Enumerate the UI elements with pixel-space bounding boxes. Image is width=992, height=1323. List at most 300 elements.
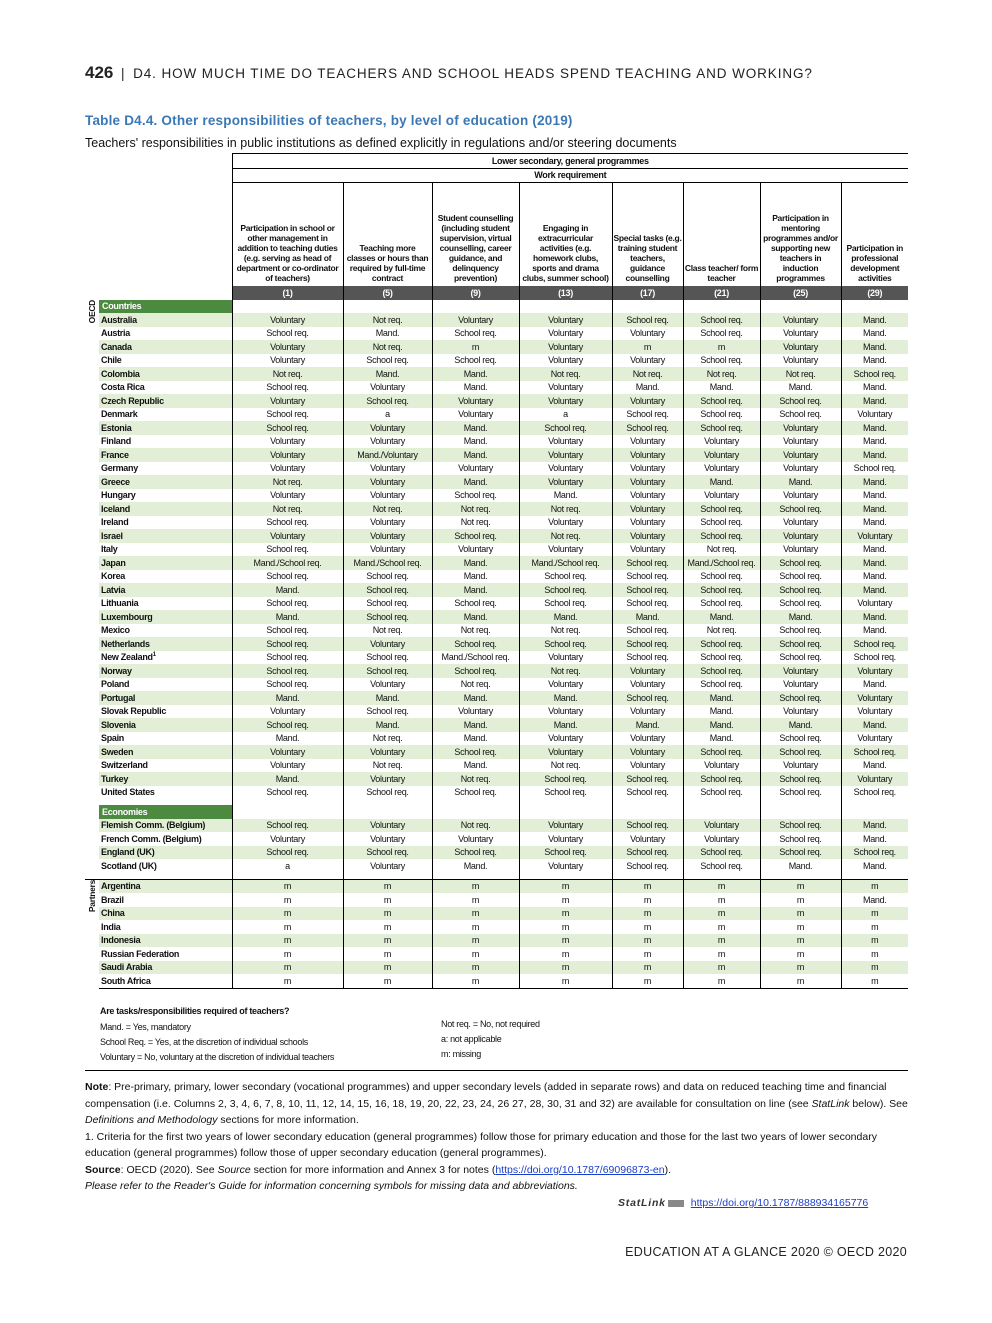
table-cell: Mand. xyxy=(841,381,908,395)
table-cell: Mand. xyxy=(432,367,519,381)
column-number: (1) xyxy=(232,286,343,300)
row-name xyxy=(99,961,232,975)
row-name-text: Hungary xyxy=(101,490,136,501)
table-cell: Voluntary xyxy=(612,475,683,489)
row-name-text: Japan xyxy=(101,557,126,568)
table-cell: Voluntary xyxy=(612,502,683,516)
table-cell: Voluntary xyxy=(683,832,760,846)
table-cell: School req. xyxy=(683,678,760,692)
table-cell: Voluntary xyxy=(760,759,841,773)
row-name xyxy=(99,759,232,773)
table-cell: School req. xyxy=(612,583,683,597)
legend-school-req: School Req. = Yes, at the discretion of individual schools xyxy=(100,1037,308,1047)
row-name xyxy=(99,489,232,503)
table-row xyxy=(85,934,908,948)
table-cell: School req. xyxy=(760,637,841,651)
table-cell: Voluntary xyxy=(343,529,432,543)
table-cell: Voluntary xyxy=(232,394,343,408)
table-cell: School req. xyxy=(232,846,343,860)
column-number: (9) xyxy=(432,286,519,300)
table-cell: Mand. xyxy=(612,610,683,624)
table-cell: m xyxy=(683,879,760,893)
row-name-text: Chile xyxy=(101,355,122,366)
table-cell: a xyxy=(343,408,432,422)
row-name-text: New Zealand xyxy=(101,652,153,663)
row-name xyxy=(99,313,232,327)
table-cell: m xyxy=(760,961,841,975)
table-cell: Voluntary xyxy=(760,516,841,530)
table-cell: m xyxy=(612,934,683,948)
note-definitions: Definitions and Methodology xyxy=(85,1114,218,1126)
note-paragraph xyxy=(85,1079,908,1129)
table-cell: Voluntary xyxy=(841,772,908,786)
table-cell: m xyxy=(683,340,760,354)
economies-section-row xyxy=(85,805,908,819)
table-cell: Mand. xyxy=(519,691,612,705)
table-cell: School req. xyxy=(612,846,683,860)
table-cell: School req. xyxy=(760,846,841,860)
legend-missing: m: missing xyxy=(441,1049,482,1059)
row-name-text: Brazil xyxy=(101,894,124,905)
empty-cell xyxy=(683,805,760,819)
table-cell: School req. xyxy=(683,651,760,665)
source-link[interactable]: https://doi.org/10.1787/69096873-en xyxy=(495,1163,665,1176)
empty-cell xyxy=(519,805,612,819)
table-cell: Voluntary xyxy=(519,832,612,846)
readers-guide-note xyxy=(85,1178,908,1195)
table-cell: Not req. xyxy=(683,543,760,557)
table-cell: School req. xyxy=(519,597,612,611)
table-cell: Voluntary xyxy=(683,759,760,773)
table-cell: School req. xyxy=(432,327,519,341)
table-cell: School req. xyxy=(519,772,612,786)
table-cell: Voluntary xyxy=(343,462,432,476)
table-cell: Mand./School req. xyxy=(683,556,760,570)
table-cell: m xyxy=(760,893,841,907)
row-name xyxy=(99,947,232,961)
table-row xyxy=(85,651,908,665)
table-cell: School req. xyxy=(432,846,519,860)
source-text-3: ). xyxy=(664,1163,672,1176)
table-cell: m xyxy=(760,934,841,948)
table-row xyxy=(85,462,908,476)
row-name-text: Luxembourg xyxy=(101,611,153,622)
table-cell: School req. xyxy=(432,745,519,759)
table-cell: Voluntary xyxy=(612,354,683,368)
table-cell: Mand. xyxy=(683,705,760,719)
empty-cell xyxy=(232,300,343,314)
column-header: Teaching more classes or hours than required by full-time contract xyxy=(343,183,432,287)
table-cell: Voluntary xyxy=(760,354,841,368)
table-cell: m xyxy=(519,920,612,934)
table-row xyxy=(85,381,908,395)
row-name-text: Poland xyxy=(101,679,130,690)
table-cell: Voluntary xyxy=(519,435,612,449)
table-cell: Mand. xyxy=(432,759,519,773)
table-cell: m xyxy=(343,961,432,975)
empty-cell xyxy=(343,805,432,819)
table-cell: School req. xyxy=(760,832,841,846)
table-cell: m xyxy=(519,934,612,948)
table-cell: Voluntary xyxy=(232,759,343,773)
table-cell: Not req. xyxy=(432,678,519,692)
table-cell: Mand. xyxy=(683,610,760,624)
table-cell: School req. xyxy=(760,502,841,516)
row-name xyxy=(99,340,232,354)
table-cell: m xyxy=(432,920,519,934)
column-number: (21) xyxy=(683,286,760,300)
table-cell: Mand. xyxy=(841,759,908,773)
economies-label: Economies xyxy=(99,805,232,819)
table-row xyxy=(85,394,908,408)
page-number: 426 xyxy=(85,63,114,82)
table-cell: Mand. xyxy=(841,624,908,638)
table-cell: Mand. xyxy=(841,448,908,462)
table-cell: School req. xyxy=(683,859,760,873)
row-name xyxy=(99,664,232,678)
table-cell: Mand. xyxy=(841,570,908,584)
table-cell: Not req. xyxy=(432,516,519,530)
table-row xyxy=(85,435,908,449)
table-cell: School req. xyxy=(683,664,760,678)
row-name-text: Estonia xyxy=(101,422,132,433)
table-cell: School req. xyxy=(760,732,841,746)
table-cell: School req. xyxy=(432,637,519,651)
row-name-text: Switzerland xyxy=(101,760,148,771)
table-cell: School req. xyxy=(232,624,343,638)
row-name-text: Australia xyxy=(101,314,137,325)
table-cell: School req. xyxy=(343,610,432,624)
column-header: Engaging in extracurricular activities (e.g. homework clubs, sports and drama clubs, summer school) xyxy=(519,183,612,287)
table-cell: m xyxy=(519,879,612,893)
table-cell: Voluntary xyxy=(343,475,432,489)
table-cell: m xyxy=(612,879,683,893)
table-cell: Voluntary xyxy=(683,819,760,833)
table-cell: School req. xyxy=(232,421,343,435)
row-name-text: China xyxy=(101,908,125,919)
table-cell: Voluntary xyxy=(760,421,841,435)
source-text: : OECD (2020). See xyxy=(120,1163,218,1176)
row-name xyxy=(99,516,232,530)
table-cell: Mand. xyxy=(841,583,908,597)
table-cell: School req. xyxy=(519,846,612,860)
table-cell: Voluntary xyxy=(841,732,908,746)
row-name xyxy=(99,907,232,921)
table-cell: Voluntary xyxy=(612,543,683,557)
row-name-text: Spain xyxy=(101,733,125,744)
table-cell: Voluntary xyxy=(841,597,908,611)
table-cell: Mand. xyxy=(432,583,519,597)
table-row xyxy=(85,893,908,907)
table-cell: Mand. xyxy=(232,772,343,786)
column-header: Participation in professional development activities xyxy=(841,183,908,287)
table-cell: Not req. xyxy=(519,664,612,678)
table-cell: m xyxy=(612,920,683,934)
table-cell: Mand. xyxy=(841,313,908,327)
row-name xyxy=(99,367,232,381)
table-cell: Voluntary xyxy=(760,543,841,557)
responsibilities-table xyxy=(85,153,908,989)
row-name xyxy=(99,732,232,746)
table-row xyxy=(85,570,908,584)
row-name-text: Canada xyxy=(101,341,132,352)
table-cell: m xyxy=(519,893,612,907)
table-cell: m xyxy=(432,893,519,907)
table-row xyxy=(85,879,908,893)
table-cell: m xyxy=(232,947,343,961)
table-cell: Mand. xyxy=(343,367,432,381)
countries-section-row xyxy=(85,300,908,314)
table-cell: Voluntary xyxy=(232,705,343,719)
table-cell: Voluntary xyxy=(612,327,683,341)
notes-block xyxy=(85,1079,908,1195)
row-name-text: Slovak Republic xyxy=(101,706,167,717)
table-cell: Mand./Voluntary xyxy=(343,448,432,462)
table-cell: m xyxy=(432,879,519,893)
row-name xyxy=(99,920,232,934)
table-cell: Voluntary xyxy=(519,543,612,557)
row-name xyxy=(99,974,232,988)
row-name-text: Korea xyxy=(101,571,126,582)
row-name-text: Czech Republic xyxy=(101,395,164,406)
table-cell: Voluntary xyxy=(612,832,683,846)
row-name-text: France xyxy=(101,449,129,460)
table-cell: Mand. xyxy=(343,691,432,705)
header-blank xyxy=(85,154,232,169)
table-cell: Voluntary xyxy=(519,394,612,408)
source-word: Source xyxy=(217,1163,251,1176)
table-cell: Mand. xyxy=(841,819,908,833)
table-row xyxy=(85,475,908,489)
row-name-text: Colombia xyxy=(101,368,140,379)
table-cell: Mand. xyxy=(841,610,908,624)
row-name-text: Argentina xyxy=(101,881,141,892)
table-cell: School req. xyxy=(232,570,343,584)
empty-cell xyxy=(841,805,908,819)
table-cell: Not req. xyxy=(519,529,612,543)
empty-cell xyxy=(760,300,841,314)
table-cell: School req. xyxy=(612,624,683,638)
table-cell: Voluntary xyxy=(343,489,432,503)
table-cell: School req. xyxy=(612,570,683,584)
header-separator: | xyxy=(121,66,126,81)
table-cell: Mand. xyxy=(432,691,519,705)
table-cell: School req. xyxy=(683,327,760,341)
table-cell: Mand. xyxy=(432,610,519,624)
statlink xyxy=(618,1197,868,1209)
table-cell: m xyxy=(683,934,760,948)
table-cell: Voluntary xyxy=(232,529,343,543)
table-cell: School req. xyxy=(432,786,519,800)
table-cell: Mand. xyxy=(760,381,841,395)
table-cell: Voluntary xyxy=(519,516,612,530)
table-cell: Mand. xyxy=(432,421,519,435)
table-cell: Mand. xyxy=(841,394,908,408)
table-cell: Voluntary xyxy=(841,705,908,719)
table-cell: Not req. xyxy=(343,732,432,746)
page-footer: EDUCATION AT A GLANCE 2020 © OECD 2020 xyxy=(625,1245,907,1259)
table-cell: School req. xyxy=(343,597,432,611)
table-cell: Mand. xyxy=(841,556,908,570)
table-cell: School req. xyxy=(519,786,612,800)
table-cell: Mand. xyxy=(841,718,908,732)
table-cell: m xyxy=(683,947,760,961)
table-cell: School req. xyxy=(760,556,841,570)
table-cell: Voluntary xyxy=(432,408,519,422)
table-cell: Voluntary xyxy=(519,475,612,489)
table-cell: Mand. xyxy=(432,381,519,395)
table-cell: m xyxy=(612,340,683,354)
table-cell: Mand. xyxy=(432,435,519,449)
table-cell: Voluntary xyxy=(232,489,343,503)
row-name xyxy=(99,597,232,611)
table-cell: m xyxy=(432,947,519,961)
table-cell: Voluntary xyxy=(841,691,908,705)
table-cell: School req. xyxy=(683,408,760,422)
table-cell: Voluntary xyxy=(612,394,683,408)
row-name-text: Ireland xyxy=(101,517,129,528)
table-cell: Not req. xyxy=(343,313,432,327)
table-row xyxy=(85,624,908,638)
empty-cell xyxy=(519,300,612,314)
note-text: : Pre-primary, primary, lower secondary (vocational programmes) and upper secondary levels (added in separate rows) and data on reduced teaching time and financial compensation (i.e. Columns 2, 3, 4, 6, 7, 8, 10, 11, 12, 14, 15, 16, 18, 19, 20, 22, 23, 24, 26 27, 28, 30, 31 and 32) are available for consultation on line (see xyxy=(85,1081,887,1110)
table-cell: School req. xyxy=(683,583,760,597)
table-row xyxy=(85,313,908,327)
table-cell: Voluntary xyxy=(612,462,683,476)
table-cell: m xyxy=(760,947,841,961)
row-name-text: Netherlands xyxy=(101,638,150,649)
table-cell: School req. xyxy=(683,637,760,651)
readers-guide-text: Please refer to the Reader's Guide for information concerning symbols for missing data and abbreviations. xyxy=(85,1180,578,1192)
table-cell: Mand. xyxy=(432,570,519,584)
table-cell: m xyxy=(232,961,343,975)
table-cell: m xyxy=(232,920,343,934)
row-name xyxy=(99,718,232,732)
table-row xyxy=(85,846,908,860)
table-cell: Voluntary xyxy=(343,859,432,873)
note-text-2: below). See xyxy=(849,1097,908,1110)
table-cell: Mand. xyxy=(232,691,343,705)
row-name-text: South Africa xyxy=(101,975,151,986)
table-cell: School req. xyxy=(683,354,760,368)
table-cell: m xyxy=(760,920,841,934)
table-cell: m xyxy=(343,934,432,948)
table-cell: School req. xyxy=(683,313,760,327)
row-name-text: Greece xyxy=(101,476,130,487)
table-cell: School req. xyxy=(232,543,343,557)
table-cell: Mand. xyxy=(683,732,760,746)
table-cell: Voluntary xyxy=(519,462,612,476)
table-cell: m xyxy=(519,961,612,975)
table-cell: m xyxy=(232,879,343,893)
empty-cell xyxy=(612,805,683,819)
table-cell: Mand./School req. xyxy=(232,556,343,570)
table-cell: Mand. xyxy=(841,475,908,489)
table-cell: m xyxy=(432,340,519,354)
table-cell: School req. xyxy=(760,745,841,759)
table-cell: Not req. xyxy=(432,624,519,638)
table-row xyxy=(85,583,908,597)
table-cell: School req. xyxy=(841,786,908,800)
table-cell: Voluntary xyxy=(612,732,683,746)
table-cell: School req. xyxy=(841,846,908,860)
table-cell: School req. xyxy=(343,846,432,860)
row-name xyxy=(99,421,232,435)
table-row xyxy=(85,961,908,975)
table-cell: School req. xyxy=(612,859,683,873)
table-cell: m xyxy=(841,934,908,948)
table-cell: School req. xyxy=(519,583,612,597)
table-cell: Mand. xyxy=(841,678,908,692)
table-cell: m xyxy=(343,879,432,893)
row-name xyxy=(99,786,232,800)
table-cell: m xyxy=(232,907,343,921)
table-cell: School req. xyxy=(612,313,683,327)
table-cell: Voluntary xyxy=(232,745,343,759)
footnote-marker: 1 xyxy=(152,652,156,659)
table-cell: School req. xyxy=(232,597,343,611)
table-row xyxy=(85,340,908,354)
table-cell: Voluntary xyxy=(519,340,612,354)
table-cell: School req. xyxy=(760,394,841,408)
table-cell: School req. xyxy=(232,516,343,530)
countries-label: Countries xyxy=(99,300,232,314)
table-cell: m xyxy=(343,920,432,934)
table-cell: School req. xyxy=(683,570,760,584)
table-cell: Voluntary xyxy=(343,381,432,395)
table-cell: Voluntary xyxy=(519,313,612,327)
table-cell: Voluntary xyxy=(343,772,432,786)
table-cell: Mand. xyxy=(343,718,432,732)
table-cell: Voluntary xyxy=(343,516,432,530)
table-cell: m xyxy=(612,974,683,988)
table-cell: Mand. xyxy=(841,489,908,503)
table-cell: Voluntary xyxy=(519,381,612,395)
table-cell: m xyxy=(432,974,519,988)
source-label: Source xyxy=(85,1163,121,1176)
table-cell: School req. xyxy=(760,691,841,705)
table-cell: m xyxy=(343,907,432,921)
source-text-2: section for more information and Annex 3 for notes ( xyxy=(250,1163,496,1176)
header-blank xyxy=(85,168,232,183)
table-cell: Voluntary xyxy=(343,421,432,435)
table-cell: Not req. xyxy=(519,624,612,638)
table-cell: Voluntary xyxy=(612,435,683,449)
table-cell: m xyxy=(841,879,908,893)
table-row xyxy=(85,556,908,570)
table-cell: Voluntary xyxy=(760,435,841,449)
empty-cell xyxy=(343,300,432,314)
table-cell: School req. xyxy=(841,367,908,381)
table-row xyxy=(85,529,908,543)
table-cell: School req. xyxy=(612,651,683,665)
table-row xyxy=(85,819,908,833)
row-name-text: Latvia xyxy=(101,584,126,595)
row-name xyxy=(99,691,232,705)
table-cell: School req. xyxy=(683,772,760,786)
table-cell: Mand. xyxy=(841,516,908,530)
table-cell: Voluntary xyxy=(232,354,343,368)
table-cell: Mand. xyxy=(841,832,908,846)
statlink-url[interactable]: https://doi.org/10.1787/888934165776 xyxy=(690,1197,869,1209)
legend-voluntary: Voluntary = No, voluntary at the discretion of individual teachers xyxy=(100,1052,335,1062)
table-row xyxy=(85,678,908,692)
table-cell: School req. xyxy=(232,327,343,341)
statlink-logo: StatLink xyxy=(618,1197,666,1209)
table-cell: m xyxy=(432,934,519,948)
row-name-text: England (UK) xyxy=(101,847,155,858)
column-header: Class teacher/ form teacher xyxy=(683,183,760,287)
